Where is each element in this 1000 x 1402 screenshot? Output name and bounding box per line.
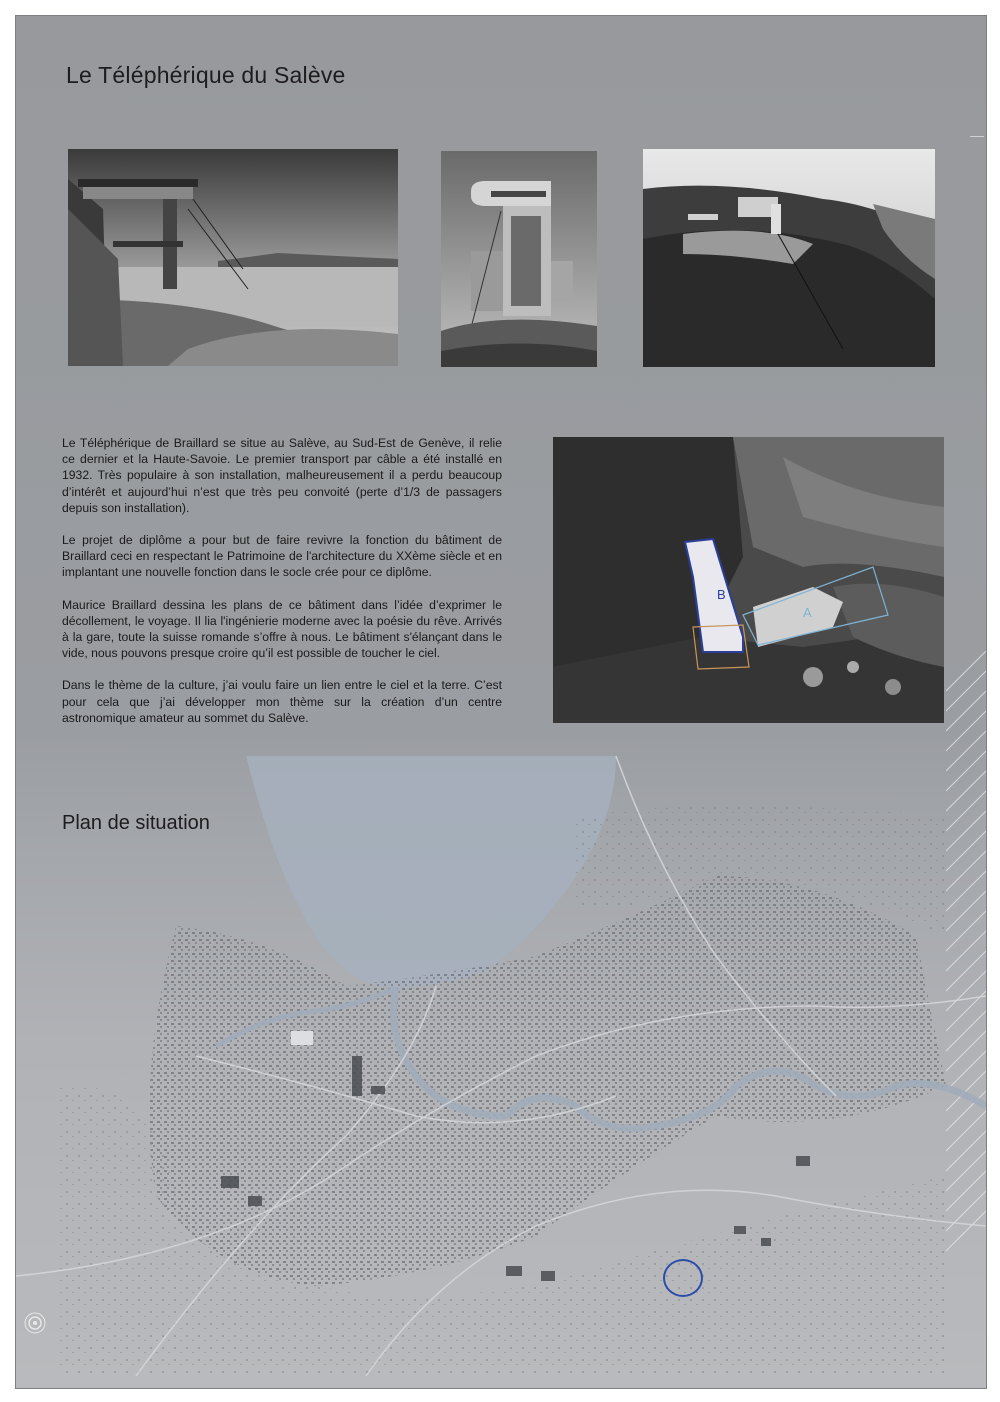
terrace-view-photo [68,149,398,366]
paragraph-theme: Dans le thème de la culture, j’ai voulu faire un lien entre le ciel et la terre. C’est pour cela que j’ai développer mon thème sur la création d’un centre astronomique amateur au sommet du Salève. [62,678,502,725]
paragraph-project: Le projet de diplôme a pour but de faire revivre la fonction du bâtiment de Braillard ceci en respectant le Patrimoine de l'architecture du XXème siècle et en implantant une nouvelle fonction dans le socle crée pour ce diplôme. [62,533,502,580]
label-a: A [803,605,812,620]
situation-map [16,756,986,1388]
paragraph-braillard: Maurice Braillard dessina les plans de ce bâtiment dans l’idée d’exprimer le décollement, le voyage. Il lia l'ingénierie moderne avec la poésie du rêve. Arrivés à la gare, toute la suisse romande s’offre à nous. Le bâtiment s'élançant dans le vide, nous pouvons presque croire qu’il est possible de toucher le ciel. [62,597,502,661]
edge-tick [970,136,984,137]
ridge-aerial-photo [643,149,935,367]
station-tower-photo [441,151,597,367]
page-title: Le Téléphérique du Salève [66,62,346,88]
poster-sheet [15,15,987,1389]
site-location-marker [663,1259,703,1297]
site-aerial-photo [553,437,944,723]
paragraph-location: Le Téléphérique de Braillard se situe au Salève, au Sud-Est de Genève, il relie ce dernier et la Haute-Savoie. Le premier transport par câble a été installé en 1932. Très populaire à son installation, malheureusement il a perdu beaucoup d’intérêt et aujourd’hui n’est que très peu convoité (perte d’1/3 de passagers depuis son installation). [62,436,502,515]
description-text [62,435,502,742]
label-b: B [717,587,726,602]
situation-title: Plan de situation [62,812,210,834]
logo-icon [24,1312,46,1334]
